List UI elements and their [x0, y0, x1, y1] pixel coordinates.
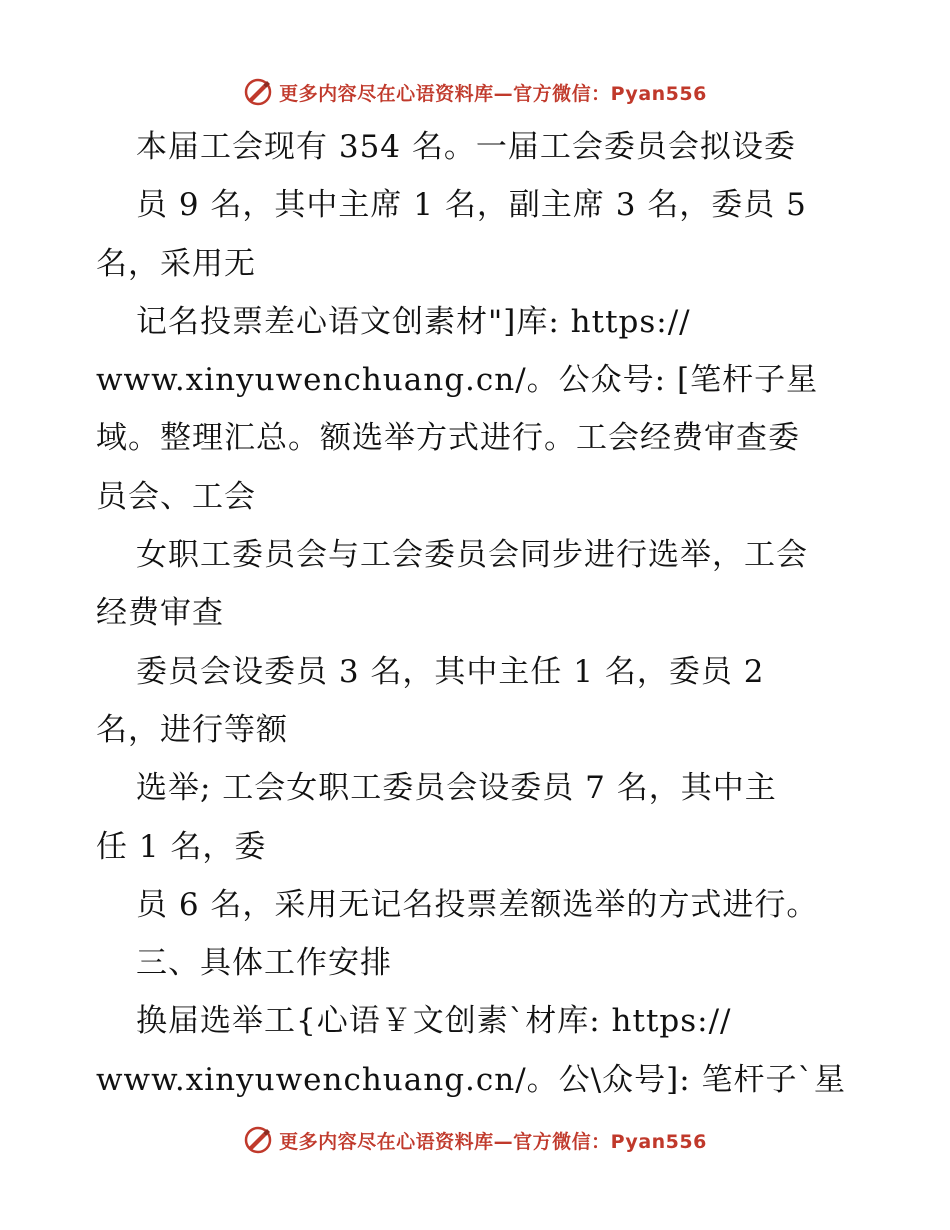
text-line: 记名投票差心语文创素材"]库: https://	[136, 303, 691, 340]
logo-icon	[243, 1125, 273, 1155]
text-line: 任 1 名，委	[96, 828, 267, 865]
text-line: 委员会设委员 3 名，其中主任 1 名，委员 2	[136, 653, 765, 690]
text-line: 三、具体工作安排	[136, 945, 392, 982]
banner-text: 更多内容尽在心语资料库—官方微信：Pyan556	[279, 1130, 707, 1153]
text-line: 选举; 工会女职工委员会设委员 7 名，其中主	[136, 770, 777, 807]
text-line: 名，采用无	[96, 245, 256, 282]
text-line: 员 9 名，其中主席 1 名，副主席 3 名，委员 5	[136, 187, 807, 224]
text-line: 换届选举工{心语￥文创素`材库: https://	[136, 1003, 732, 1040]
text-line: 员会、工会	[96, 478, 256, 515]
text-line: 本届工会现有 354 名。一届工会委员会拟设委	[136, 129, 796, 165]
document-body	[96, 118, 866, 1109]
header-banner	[0, 72, 950, 112]
text-line: 名，进行等额	[96, 711, 288, 748]
footer-banner	[0, 1120, 950, 1160]
banner-text: 更多内容尽在心语资料库—官方微信：Pyan556	[279, 82, 707, 105]
text-line: www.xinyuwenchuang.cn/。公\众号]: 笔杆子`星	[96, 1061, 847, 1098]
text-line: 员 6 名，采用无记名投票差额选举的方式进行。	[136, 886, 819, 923]
text-line: 域。整理汇总。额选举方式进行。工会经费审查委	[96, 420, 800, 457]
logo-icon	[243, 77, 273, 107]
text-line: www.xinyuwenchuang.cn/。公众号: [笔杆子星	[96, 362, 819, 399]
text-line: 经费审查	[96, 595, 224, 632]
text-line: 女职工委员会与工会委员会同步进行选举，工会	[136, 537, 808, 574]
